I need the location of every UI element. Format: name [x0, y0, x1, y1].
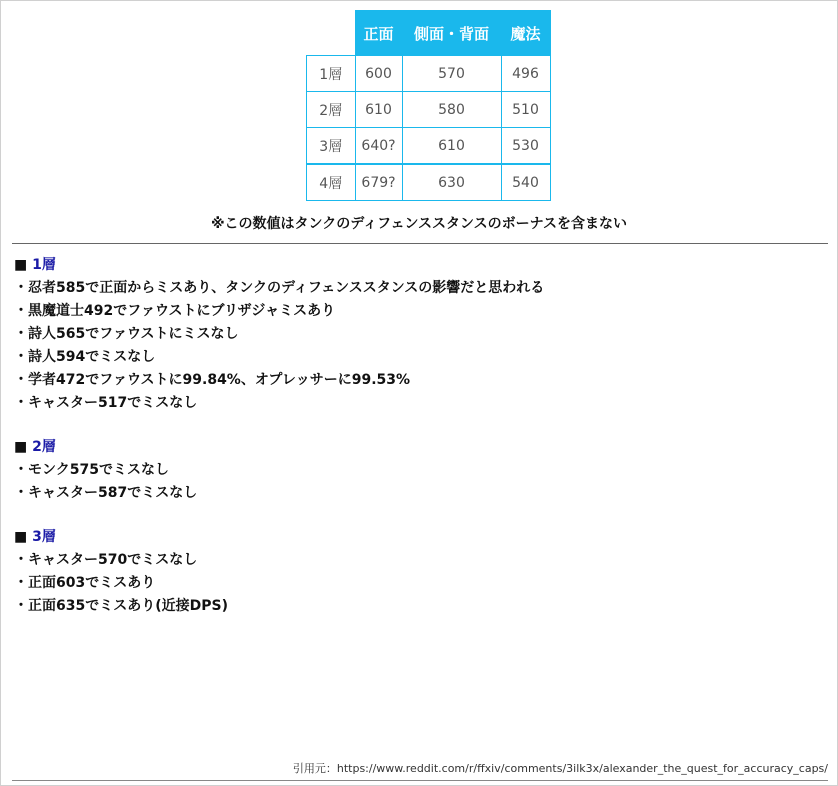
list-item: ・黒魔道士492でファウストにブリザジャミスあり [14, 303, 336, 319]
list-item: ・正面603でミスあり [14, 575, 156, 591]
table-cell: 679? [355, 164, 402, 201]
list-item: ・学者472でファウストに99.84%、オプレッサーに99.53% [14, 372, 411, 388]
table-cell: 570 [402, 56, 501, 92]
divider [12, 243, 828, 244]
section-floor-2 [14, 436, 824, 505]
list-item: ・詩人594でミスなし [14, 349, 156, 365]
list-item: ・キャスター570でミスなし [14, 552, 198, 568]
table-corner-cell [307, 11, 356, 56]
table-cell: 610 [402, 128, 501, 165]
section-floor-1 [14, 254, 824, 415]
list-item: ・正面635でミスあり(近接DPS) [14, 598, 228, 614]
section-heading [14, 526, 824, 549]
list-item: ・忍者585で正面からミスあり、タンクのディフェンススタンスの影響だと思われる [14, 280, 545, 296]
table-cell: 630 [402, 164, 501, 201]
table-row [307, 56, 551, 92]
list-item: ・詩人565でファウストにミスなし [14, 326, 239, 342]
square-bullet-icon: ■ [14, 439, 28, 455]
table-cell: 580 [402, 92, 501, 128]
list-item: ・モンク575でミスなし [14, 462, 169, 478]
section-title: 2層 [32, 439, 56, 455]
table-cell: 530 [501, 128, 550, 165]
accuracy-table-container [306, 10, 551, 201]
table-cell: 600 [355, 56, 402, 92]
table-cell: 510 [501, 92, 550, 128]
column-header-front: 正面 [355, 11, 402, 56]
table-cell: 540 [501, 164, 550, 201]
source-citation: 引用元：https://www.reddit.com/r/ffxiv/comments/3ilk3x/alexander_the_quest_for_accuracy_caps/ [292, 762, 828, 775]
list-item: ・キャスター587でミスなし [14, 485, 198, 501]
table-note: ※この数値はタンクのディフェンススタンスのボーナスを含まない [210, 216, 628, 232]
accuracy-table [306, 10, 551, 201]
table-row [307, 92, 551, 128]
list-item: ・キャスター517でミスなし [14, 395, 198, 411]
row-label: 3層 [307, 128, 356, 165]
row-label: 4層 [307, 164, 356, 201]
table-cell: 640? [355, 128, 402, 165]
section-title: 3層 [32, 529, 56, 545]
square-bullet-icon: ■ [14, 529, 28, 545]
section-heading [14, 254, 824, 277]
observations [14, 254, 824, 639]
square-bullet-icon: ■ [14, 257, 28, 273]
section-floor-3 [14, 526, 824, 618]
divider [12, 780, 828, 781]
table-cell: 496 [501, 56, 550, 92]
section-heading [14, 436, 824, 459]
table-row [307, 128, 551, 165]
column-header-magic: 魔法 [501, 11, 550, 56]
table-header-row [307, 11, 551, 56]
table-row [307, 164, 551, 201]
table-cell: 610 [355, 92, 402, 128]
column-header-side-back: 側面・背面 [402, 11, 501, 56]
row-label: 1層 [307, 56, 356, 92]
row-label: 2層 [307, 92, 356, 128]
section-title: 1層 [32, 257, 56, 273]
